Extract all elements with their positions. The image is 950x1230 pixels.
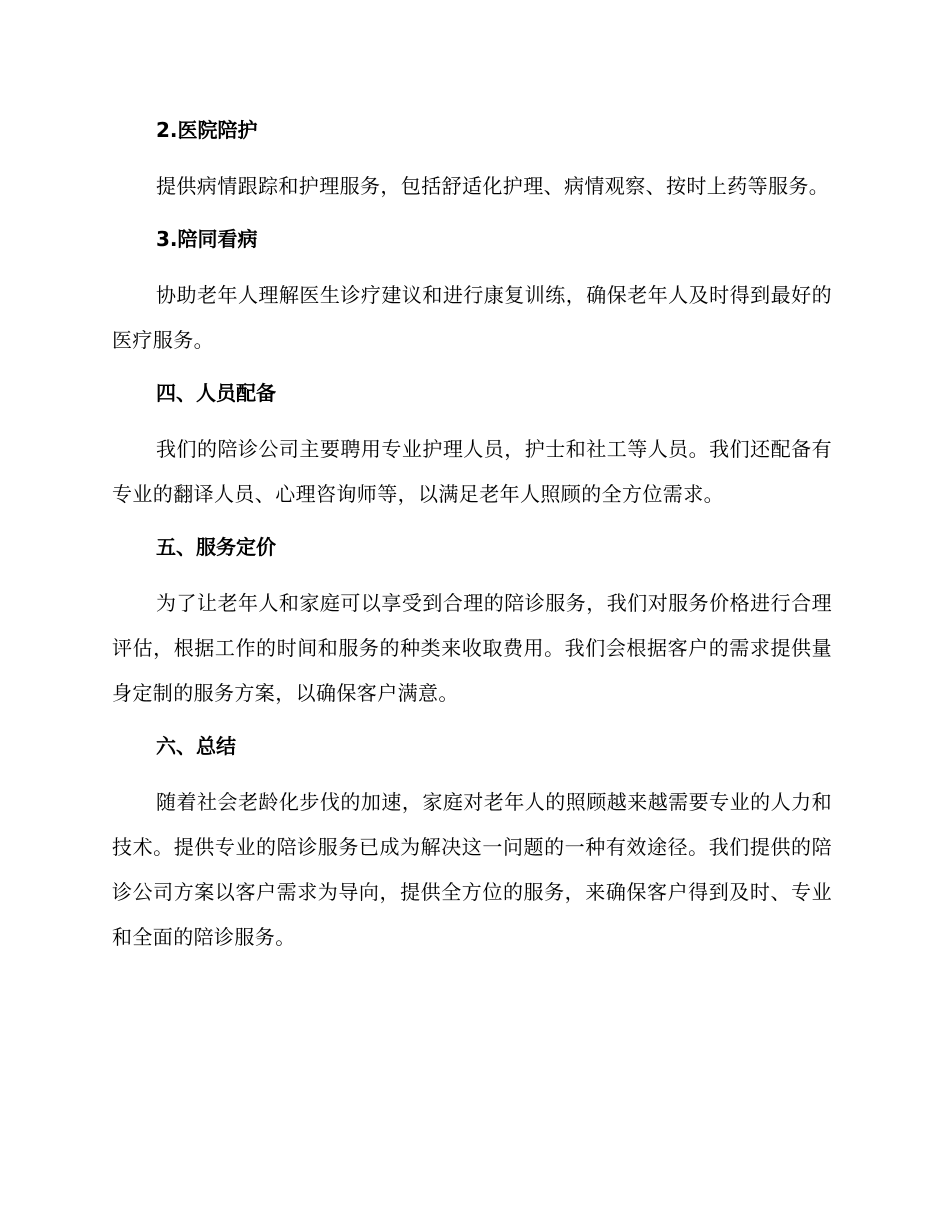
section-paragraph: 为了让老年人和家庭可以享受到合理的陪诊服务，我们对服务价格进行合理评估，根据工作的时间和服务的种类来收取费用。我们会根据客户的需求提供量身定制的服务方案，以确保客户满意。 — [112, 591, 832, 705]
section-heading: 五、服务定价 — [156, 535, 276, 559]
section-heading: 3.陪同看病 — [156, 227, 258, 251]
section-staffing — [112, 375, 832, 529]
section-paragraph: 协助老年人理解医生诊疗建议和进行康复训练，确保老年人及时得到最好的医疗服务。 — [112, 283, 832, 352]
section-heading: 四、人员配备 — [156, 381, 276, 405]
section-summary — [112, 728, 832, 960]
section-heading: 六、总结 — [156, 734, 236, 758]
section-hospital-care — [112, 112, 832, 221]
section-paragraph: 随着社会老龄化步伐的加速，家庭对老年人的照顾越来越需要专业的人力和技术。提供专业的陪诊服务已成为解决这一问题的一种有效途径。我们提供的陪诊公司方案以客户需求为导向，提供全方位的服务，来确保客户得到及时、专业和全面的陪诊服务。 — [112, 790, 832, 949]
section-heading: 2.医院陪护 — [156, 118, 258, 142]
section-accompany-visit — [112, 221, 832, 375]
section-paragraph: 我们的陪诊公司主要聘用专业护理人员，护士和社工等人员。我们还配备有专业的翻译人员、心理咨询师等，以满足老年人照顾的全方位需求。 — [112, 437, 832, 506]
document-body — [112, 112, 832, 960]
section-paragraph: 提供病情跟踪和护理服务，包括舒适化护理、病情观察、按时上药等服务。 — [156, 174, 830, 198]
section-pricing — [112, 529, 832, 728]
